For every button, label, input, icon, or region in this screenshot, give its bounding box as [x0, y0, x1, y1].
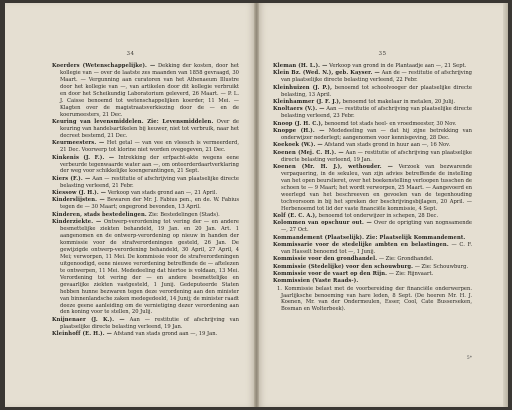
index-entry [273, 128, 472, 142]
index-entry-heading: Kinkenis (J. F.). — [52, 154, 115, 161]
index-entry [273, 142, 472, 149]
index-entry [273, 99, 472, 106]
index-entry-heading: Kinderslijsten. — [52, 197, 105, 204]
index-entry-heading: Knoppe (H.). — [273, 127, 325, 134]
left-page [5, 3, 256, 407]
book-spread [5, 3, 508, 407]
index-entry-text: Aan — restitutie of afschrijving van plaatselijke directe belasting verleend, 19 Jan. [281, 149, 472, 163]
page-number-left: 34 [126, 51, 135, 57]
index-entry [273, 278, 472, 285]
index-entry-text: Mededeeling van — dat hij zijne betrekking van onderwijzer nederlegt; aangenomen voor kennisgeving, 28 Dec. [281, 127, 472, 141]
index-entry-text: benoemd tot onderwijzer in schepen, 28 Dec. [317, 212, 439, 219]
index-entry [273, 213, 472, 220]
index-entry [52, 197, 239, 211]
page-number-right: 35 [378, 51, 387, 57]
index-entry [273, 164, 472, 213]
index-entry-heading: Knoltaers (V.). — [273, 106, 325, 113]
index-entry-heading: Kiers (F.). — [52, 175, 91, 182]
index-entry-text: Verzoek van bezwarende verpaquering, in de sekuleu, van zijn advies betreffende de instelling van het open beurslieret, over het boekenstelling verloopen tusschen de schoen te — 9 Maart; het wordt verworpen, 25 Maart. — Aangevoerd en weerlegd van het beschreeven en gevoelen van de tegenhouding tochvorsoom in bij het spreken der beschrijvingsbijlagen, 20 April. — Herbenoemd tot lid der vaste financiële kommissie, 4 Sept. [281, 163, 472, 212]
index-entry-text: benoemd tot makelaar in metalen, 20 Julij. [340, 98, 455, 105]
index-entry [273, 121, 472, 128]
index-entry-text: Dekking der kosten, door het kollegie van — over de laatste zes maanden van 1858 gevraagd, 30 Maart. — Vergunning aan curatoren van het Athenaeum Illustre door het kollegie van —, van artikelen door dit kollegie verbruikt en door het Scheikundig Laboratorium geleverd, 26 Maart. — P. L. J. Caisse benoemd tot wetenschappelijken koerder, 11 Mei. — Klagten over de magistraatsverkiezing door de — en de koerumeesters, 21 Dec. [60, 63, 239, 118]
index-entry-text: Aan — restitutie of afschrijving van plaatselijke directe belasting verleend, 19 Jan. [60, 316, 239, 330]
index-entry-text: Afstand van stads grond aan —, 19 Jan. [112, 331, 218, 338]
index-entry-heading: Kommissie voor den grondhandel. [273, 256, 378, 263]
index-entry-heading: Keurmeesters. — [52, 140, 105, 147]
index-entry-text: benoemd tot stads heel- en vroedmeester, 30 Nov. [322, 120, 457, 127]
index-entry-heading: Kinderen, stads bestedelingen. [52, 211, 147, 218]
index-entry [273, 235, 472, 242]
index-entry-text: Aan — restitutie of afschrijving van plaatselijke directe belasting verleend, 23 Febr. [281, 106, 472, 120]
right-index-column [273, 63, 472, 314]
index-entry-heading: Kolommen van opschuur out. — [273, 220, 372, 227]
index-entry-text: — Zie: Rijnvaart. [387, 270, 434, 277]
index-entry-text: benoemd tot schoolvooger der plaatselijke directe belasting, 13 April. [281, 84, 473, 98]
index-entry [52, 176, 239, 190]
index-entry-heading: Knijnenaer (J. K.). — [52, 316, 125, 323]
index-entry [52, 219, 239, 316]
page-edge [503, 3, 508, 407]
index-entry [52, 331, 239, 338]
index-entry [273, 150, 472, 164]
index-entry-text: — C. F. van Hasselt benoemd tot —, 1 Junij. [281, 241, 472, 255]
index-entry-heading: Knoop (J. H. C.), [273, 120, 323, 127]
index-entry-heading: Koerders (Wetenschappelijke). — [52, 63, 156, 69]
index-entry-text: Ontwerp-verordening tot vering der — en andere besmettelijke ziekten behandeld, 19 Jan. en 20 Jan. Art. 1 aangenomen en de ontwerp-verordening op nieuw in handen der kommissie voor de strafverordeningen gesteld, 26 Jan. De gewijzigde ontwerp-verordening behandeld, 30 April, 27 April, 4 Mei; verworpen, 11 Mei. De kommissie voor de strafverordeningen uitgenoodigd, eene nieuwe verordening betreffende de — aftelezen te ontwerpen, 11 Mei. Mededeeling dat hiertoe is voldaan, 13 Mei. Verordening tot vering der — en andere besmettelijke en gevaarlijke ziekten vastgesteld, 1 Junij. Gedeputeerde Staten hebben hunne bezwaren tegen deze verordening aan den minister van binnenlandsche zaken medegedeeld, 14 Junij; de minister raadt deeze geene aanleiding om de vernietiging dezer verordening aan den koning voor te stellen, 20 Julij. [60, 219, 239, 316]
index-entry [273, 106, 472, 120]
index-entry [52, 212, 239, 219]
index-entry-heading: Kiessow (J. H.). — [52, 190, 107, 197]
index-entry-text: Het getal — van vee en vleesch is vermeerderd, 21 Dec. Voorwerp tot klorine niet worden ovegegeven, 21 Dec. [60, 140, 239, 154]
index-entry-text: Zie: Bestedelingen (Stads). [146, 211, 220, 218]
index-entry [52, 155, 239, 176]
index-entry [273, 85, 472, 99]
index-entry [273, 286, 472, 314]
index-entry-text: — Zie: Grondhandel. [377, 256, 434, 263]
index-entry [52, 119, 239, 140]
index-entry-heading: Klein Bz. (Wed. N.), geb. Kayser. — [273, 70, 380, 77]
index-entry-text: Verkoop van grond in de Plantaadje aan —, 21 Sept. [327, 63, 467, 69]
index-entry-heading: Kleinhammer (J. F. J.), [273, 98, 341, 105]
index-entry-heading: Kommissarie voor de stedelijke ambten en belastingen. [273, 241, 449, 248]
index-entry-text: Bewaren der Mr. J. Fabius pen., en de. W. Fabius tegen de — 30 Maart; ongegrond bevonden, 13 April. [60, 197, 240, 211]
book-gutter [254, 3, 259, 407]
index-entry-heading: Koekoek (W.). — [273, 142, 323, 149]
index-entry-heading: Kommissie (Stedelijke) voor den schouwburg. [273, 263, 414, 270]
index-entry [273, 220, 472, 234]
index-entry-heading: Kleinhuizen (J. P.), [273, 84, 333, 91]
index-entry-heading: Keuring van levensmiddelen. Zie: Levensmiddelen. [52, 119, 214, 126]
index-entry [52, 63, 239, 119]
index-entry [273, 271, 472, 278]
index-entry [273, 264, 472, 271]
index-entry-text: Over de oprigting van nognsamende —, 27 Oct. [281, 220, 472, 234]
index-entry [52, 317, 239, 331]
index-entry [273, 63, 472, 70]
index-entry-text: 1. Kommissie belast met de voorbereiding der financiële onderwerpen. Jaarlijksche benoeming van hare leden, 8 Sept. (De heeren Mr. H. J. Koenen, Mr. van der Ondermeulen, Esser, Cool, Cate Busserseken, Bosman en Wolterbeek). [277, 285, 472, 313]
index-entry-heading: Kinderziekte. — [52, 219, 102, 226]
index-entry-text: Intrekking der erfpacht-akte wegens eene verbeurde tegenwaarde water aan —, om onteerderdaartverklaring der weg voor schikkelijke koengerantingen, 21 Sept. [60, 154, 239, 175]
index-entry [273, 256, 472, 263]
index-entry-heading: Kleman (H. L.). — [273, 63, 328, 69]
index-entry-heading: Kommissien (Vaste Raads-). [273, 278, 359, 285]
index-entry-heading: Koenen (Mej. C. H.). — [273, 149, 344, 156]
index-entry-text: Verkoop van stads grond aan —, 21 April. [106, 190, 218, 197]
index-entry-heading: Koenen (Mr. H. J.), wethouder. — [273, 163, 393, 170]
index-entry [273, 70, 472, 84]
index-entry-heading: Kolf (E. C. A.), [273, 212, 318, 219]
index-entry-heading: Kleinhoff (E. H.). — [52, 331, 113, 338]
index-entry [52, 190, 239, 197]
index-entry-heading: Kommandement (Plaatselijk). Zie: Plaatselijk Kommandement. [273, 234, 466, 241]
index-entry-text: Aan de — restitutie of afschrijving van plaatselijke directe belasting verleend, 22 Febr. [281, 70, 472, 84]
index-entry-text: Afstand van stads grond in huur aan —, 16 Nov. [322, 142, 451, 149]
index-entry [52, 140, 239, 154]
index-entry-heading: Kommissie voor de vaart op den Rijn. [273, 270, 388, 277]
index-entry-text: Aan — restitutie of afschrijving van plaatselijke directe belasting verleend, 21 Febr. [60, 175, 239, 189]
right-page [257, 3, 508, 407]
index-entry [273, 242, 472, 256]
index-entry-text: Over de keuring van handelsartikelen bij keuwer, niet tot verbruik, naar het decreet bestemd, 21 Dec. [60, 119, 239, 139]
left-index-column [52, 63, 239, 338]
index-entry-text: — Zie: Schouwburg. [413, 263, 469, 270]
signature-mark: 5* [466, 356, 472, 361]
